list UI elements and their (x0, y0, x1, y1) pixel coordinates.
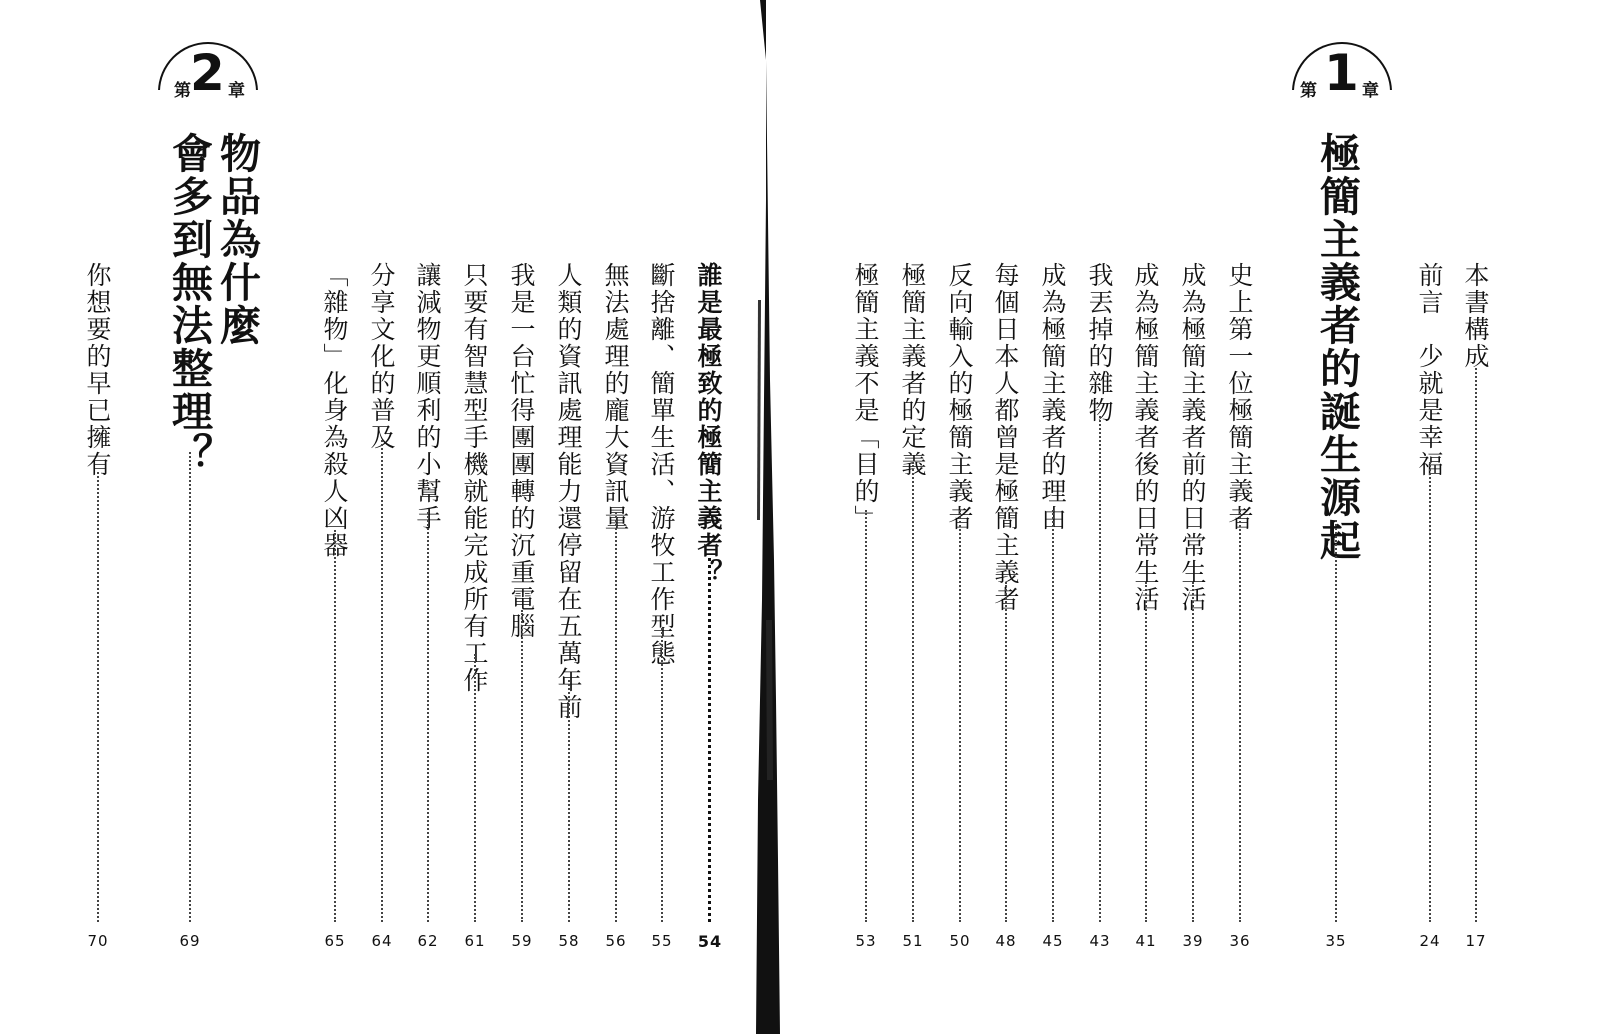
leader-51 (912, 462, 914, 922)
chapter-2-leader (189, 452, 191, 922)
toc-entry-41: 成為極簡主義者後的日常生活 (1131, 262, 1160, 613)
page-39: 39 (1182, 932, 1204, 950)
toc-entry-64: 分享文化的普及 (367, 262, 396, 451)
chapter-label-post: 章 (1362, 81, 1379, 101)
page-41: 41 (1135, 932, 1157, 950)
leader-62 (427, 512, 429, 922)
page-24: 24 (1419, 932, 1441, 950)
chapter-1-title: 極簡主義者的誕生源起 (1313, 132, 1361, 562)
leader-43 (1099, 416, 1101, 922)
page-51: 51 (902, 932, 924, 950)
toc-entry-56: 無法處理的龐大資訊量 (601, 262, 630, 532)
toc-entry-61: 只要有智慧型手機就能完成所有工作 (460, 262, 489, 694)
left-page (0, 0, 760, 1034)
chapter-2-badge (152, 38, 262, 118)
leader-61 (474, 654, 476, 922)
leader-70 (97, 472, 99, 922)
toc-entry-65: 「雜物」化身為殺人凶器 (320, 262, 349, 559)
chapter-2-title-line1: 物品為什麼 (213, 132, 261, 347)
page-45: 45 (1042, 932, 1064, 950)
page-43: 43 (1089, 932, 1111, 950)
page-53: 53 (855, 932, 877, 950)
toc-entry-59: 我是一台忙得團團轉的沉重電腦 (507, 262, 536, 640)
toc-entry-51: 極簡主義者的定義 (898, 262, 927, 478)
leader-48 (1005, 582, 1007, 922)
page-58: 58 (558, 932, 580, 950)
toc-entry-36: 史上第一位極簡主義者 (1225, 262, 1254, 532)
leader-64 (381, 440, 383, 922)
page-54: 54 (697, 932, 723, 951)
leader-39 (1192, 582, 1194, 922)
toc-entry-43: 我丟掉的雜物 (1085, 262, 1114, 424)
chapter-2-title-line2: 會多到無法整理？ (165, 132, 213, 476)
right-page (790, 0, 1600, 1034)
page-64: 64 (371, 932, 393, 950)
leader-65 (334, 530, 336, 922)
toc-entry-54: 誰是最極致的極簡主義者？ (694, 262, 723, 586)
leader-54 (708, 558, 711, 922)
page-59: 59 (511, 932, 533, 950)
chapter-1-badge (1286, 38, 1396, 118)
leader-36 (1239, 510, 1241, 922)
page-70: 70 (87, 932, 109, 950)
chapter-label-pre: 第 (1300, 81, 1317, 101)
chapter-1-page: 35 (1325, 932, 1347, 950)
leader-24 (1429, 462, 1431, 922)
leader-45 (1052, 510, 1054, 922)
page-65: 65 (324, 932, 346, 950)
toc-entry-45: 成為極簡主義者的理由 (1038, 262, 1067, 532)
chapter-number: 2 (190, 44, 225, 102)
page-36: 36 (1229, 932, 1251, 950)
toc-entry-50: 反向輸入的極簡主義者 (945, 262, 974, 532)
book-gutter-shadow (736, 0, 796, 1034)
page-50: 50 (949, 932, 971, 950)
chapter-2-page: 69 (179, 932, 201, 950)
leader-56 (615, 512, 617, 922)
chapter-number: 1 (1324, 44, 1359, 102)
toc-entry-55: 斷捨離、簡單生活、游牧工作型態 (647, 262, 676, 667)
toc-entry-53: 極簡主義不是「目的」 (851, 262, 880, 532)
leader-55 (661, 628, 663, 922)
leader-58 (568, 680, 570, 922)
leader-50 (959, 510, 961, 922)
toc-entry-39: 成為極簡主義者前的日常生活 (1178, 262, 1207, 613)
toc-entry-58: 人類的資訊處理能力還停留在五萬年前 (554, 262, 583, 721)
toc-entry-24: 前言 少就是幸福 (1415, 262, 1444, 478)
page-56: 56 (605, 932, 627, 950)
leader-53 (865, 510, 867, 922)
page-48: 48 (995, 932, 1017, 950)
toc-entry-17: 本書構成 (1461, 262, 1490, 370)
page-62: 62 (417, 932, 439, 950)
chapter-label-pre: 第 (174, 81, 191, 101)
leader-17 (1475, 368, 1477, 922)
toc-entry-48: 每個日本人都曾是極簡主義者 (991, 262, 1020, 613)
leader-41 (1145, 582, 1147, 922)
page-61: 61 (464, 932, 486, 950)
page-17: 17 (1465, 932, 1487, 950)
leader-59 (521, 610, 523, 922)
toc-entry-62: 讓減物更順利的小幫手 (413, 262, 442, 532)
toc-entry-70: 你想要的早已擁有 (83, 262, 112, 478)
chapter-label-post: 章 (228, 81, 245, 101)
page-55: 55 (651, 932, 673, 950)
chapter-1-leader (1335, 520, 1337, 922)
